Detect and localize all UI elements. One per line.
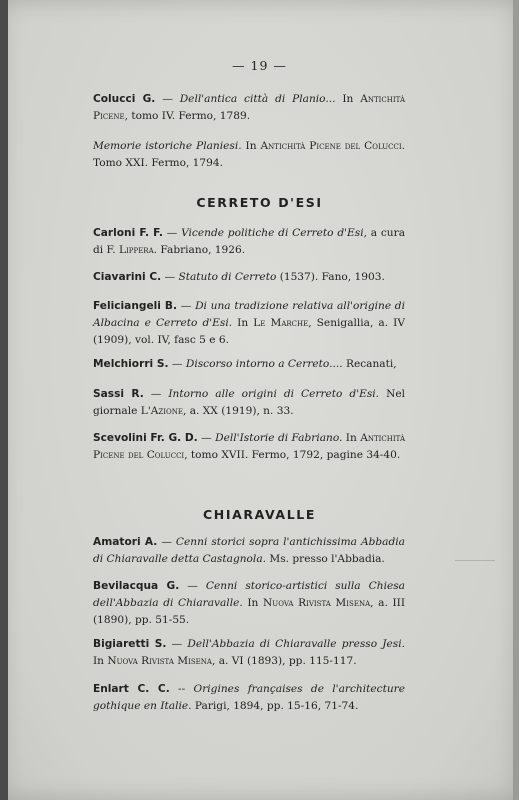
entry-publication: F. Lippera: [106, 244, 154, 256]
bibliography-entry: [93, 298, 405, 349]
entry-pre: a cura di: [93, 227, 406, 256]
entry-details: , tomo XVII. Fermo, 1792, pagine 34-40.: [184, 449, 401, 461]
bibliography-entry: [93, 225, 405, 259]
entry-publication: L'Azione: [140, 405, 183, 417]
entry-dash: —: [177, 300, 196, 312]
entry-author: Ciavarini C.: [93, 271, 162, 283]
entry-publication: Nuova Rivista Misena: [263, 597, 371, 609]
bibliography-entry: [93, 138, 405, 172]
bibliography-entry: [93, 636, 405, 670]
scan-left-edge: [0, 0, 8, 800]
entry-title: Dell'Abbazia di Chiaravalle presso Jesi.: [187, 638, 405, 650]
entry-title: Dell'antica città di Planio...: [179, 93, 336, 105]
entry-details: , Senigallia, a. IV (1909), vol. IV, fasc 5 e 6.: [93, 317, 406, 346]
entry-publication: Antichità Picene del Colucci: [93, 432, 405, 461]
section-heading-chiaravalle: CHIARAVALLE: [203, 507, 316, 522]
entry-details: . Fabriano, 1926.: [153, 244, 246, 256]
entry-title: Cenni storico-artistici sulla Chiesa dell'Abbazia di Chiaravalle.: [93, 580, 405, 609]
bibliography-entry: [93, 681, 405, 715]
scan-right-edge: [513, 0, 519, 800]
bibliography-entry: [93, 269, 405, 286]
entry-author: Amatori A.: [93, 536, 158, 548]
entry-details: , a. XX (1919), n. 33.: [182, 405, 294, 417]
entry-dash: —: [162, 227, 182, 239]
entry-title: Memorie istoriche Planiesi.: [93, 140, 242, 152]
bibliography-entry: [93, 91, 405, 125]
entry-dash: —: [143, 388, 169, 400]
entry-dash: —: [197, 432, 216, 444]
entry-title: Dell'Istorie di Fabriano.: [215, 432, 343, 444]
entry-publication: Antichità Picene: [93, 93, 405, 122]
entry-pre: In: [241, 140, 261, 152]
entry-pre: Parigi, 1894, pp. 15-16, 71-74.: [191, 700, 359, 712]
entry-pre: Ms. presso l'Abbadia.: [266, 553, 385, 565]
entry-pre: In: [232, 317, 254, 329]
entry-title: Origines françaises de l'architecture gothique en Italie.: [93, 683, 405, 712]
entry-title: Intorno alle origini di Cerreto d'Esi.: [168, 388, 380, 400]
entry-details: , a. VI (1893), pp. 115-117.: [211, 655, 357, 667]
entry-dash: —: [166, 638, 188, 650]
entry-dash: —: [161, 271, 179, 283]
bibliography-entry: [93, 386, 405, 420]
entry-dash: —: [155, 93, 180, 105]
entry-title: Di una tradizione relativa all'origine di Albacina e Cerreto d'Esi.: [93, 300, 405, 329]
entry-author: Melchiorri S.: [93, 358, 169, 370]
entry-dash: --: [169, 683, 194, 695]
entry-pre: In: [335, 93, 361, 105]
entry-publication: Nuova Rivista Misena: [107, 655, 212, 667]
scan-mark: [455, 560, 495, 561]
entry-pre: In: [342, 432, 361, 444]
entry-publication: Antichità Picene del Colucci: [260, 140, 402, 152]
entry-title: Vicende politiche di Cerreto d'Esi,: [181, 227, 367, 239]
entry-author: Bigiaretti S.: [93, 638, 167, 650]
entry-title: Statuto di Cerreto: [178, 271, 277, 283]
entry-publication: Le Marche: [253, 317, 309, 329]
entry-pre: In: [93, 655, 108, 667]
entry-title: Cenni storici sopra l'antichissima Abbadia di Chiaravalle detta Castagnola.: [93, 536, 405, 565]
entry-pre: In: [242, 597, 264, 609]
entry-author: Carloni F. F.: [93, 227, 163, 239]
entry-author: Sassi R.: [93, 388, 144, 400]
page-number: — 19 —: [232, 58, 287, 73]
entry-pre: Nel giornale: [93, 388, 405, 417]
entry-pre: Recanati,: [342, 358, 397, 370]
entry-author: Scevolini Fr. G. D.: [93, 432, 198, 444]
entry-details: , a. III (1890), pp. 51-55.: [93, 597, 406, 626]
entry-dash: —: [157, 536, 176, 548]
entry-title: Discorso intorno a Cerreto....: [185, 358, 343, 370]
entry-details: , tomo IV. Fermo, 1789.: [124, 110, 251, 122]
entry-details: . Tomo XXI. Fermo, 1794.: [93, 140, 405, 169]
bibliography-entry: [93, 578, 405, 629]
bibliography-entry: [93, 356, 405, 373]
entry-pre: (1537). Fano, 1903.: [276, 271, 385, 283]
entry-author: Colucci G.: [93, 93, 156, 105]
entry-dash: —: [179, 580, 206, 592]
entry-author: Feliciangeli B.: [93, 300, 178, 312]
entry-author: Enlart C. C.: [93, 683, 170, 695]
section-heading-cerreto: CERRETO D'ESI: [196, 195, 323, 210]
bibliography-entry: [93, 534, 405, 568]
entry-dash: —: [168, 358, 186, 370]
entry-author: Bevilacqua G.: [93, 580, 180, 592]
bibliography-entry: [93, 430, 405, 464]
